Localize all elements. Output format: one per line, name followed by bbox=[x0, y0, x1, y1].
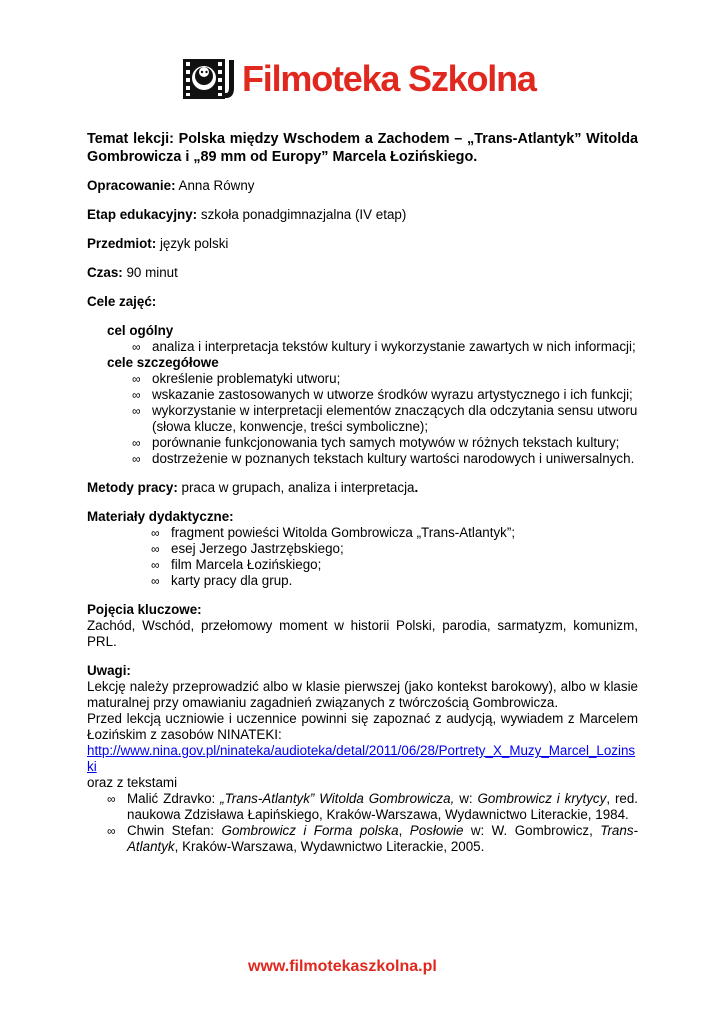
concepts-label: Pojęcia kluczowe: bbox=[87, 602, 202, 617]
time-value: 90 minut bbox=[126, 265, 178, 280]
brand-logo bbox=[182, 58, 536, 100]
materials-list bbox=[87, 525, 638, 589]
footer-url[interactable]: www.filmotekaszkolna.pl bbox=[248, 958, 437, 975]
general-goal-label: cel ogólny bbox=[107, 323, 174, 338]
subject-value: język polski bbox=[159, 236, 229, 251]
specific-goal-list bbox=[87, 371, 638, 467]
list-item: ∞ określenie problematyki utworu; bbox=[132, 371, 638, 387]
notes-paragraph-2: Przed lekcją uczniowie i uczennice powinni się zapoznać z audycją, wywiadem z Marcelem Łozińskim z zasobów NINATEKI: bbox=[87, 711, 638, 742]
lesson-content bbox=[87, 130, 638, 855]
author-label: Opracowanie: bbox=[87, 178, 176, 193]
lesson-title: Temat lekcji: Polska między Wschodem a Zachodem – „Trans-Atlantyk” Witolda Gombrowicza i „89 mm od Europy” Marcela Łozińskiego. bbox=[87, 131, 638, 165]
concepts-text: Zachód, Wschód, przełomowy moment w historii Polski, parodia, sarmatyzm, komunizm, PRL. bbox=[87, 618, 638, 649]
list-item: ∞ wykorzystanie w interpretacji elementów znaczących dla odczytania sensu utworu (słowa klucze, konwencje, treści symboliczne); bbox=[132, 403, 638, 435]
list-item: ∞ analiza i interpretacja tekstów kultury i wykorzystanie zawartych w nich informacji; bbox=[132, 339, 638, 355]
list-item: ∞ Malić Zdravko: „Trans-Atlantyk” Witolda Gombrowicza, w: Gombrowicz i krytycy, red. naukowa Zdzisława Łapińskiego, Kraków-Warszawa, Wydawnictwo Literackie, 1984. bbox=[107, 791, 638, 823]
specific-goal-label: cele szczegółowe bbox=[107, 355, 219, 370]
materials-label: Materiały dydaktyczne: bbox=[87, 509, 234, 524]
stage-field bbox=[87, 207, 638, 223]
list-item: ∞ fragment powieści Witolda Gombrowicza „Trans-Atlantyk”; bbox=[151, 525, 638, 541]
notes-paragraph-3: oraz z tekstami bbox=[87, 775, 178, 790]
subject-label: Przedmiot: bbox=[87, 236, 157, 251]
references-list bbox=[87, 791, 638, 855]
ninateka-link[interactable]: http://www.nina.gov.pl/ninateka/audioteka/detal/2011/06/28/Portrety_X_Muzy_Marcel_Lozinski bbox=[87, 743, 636, 774]
list-item: ∞ dostrzeżenie w poznanych tekstach kultury wartości narodowych i uniwersalnych. bbox=[132, 451, 638, 467]
methods-value: praca w grupach, analiza i interpretacja bbox=[181, 480, 415, 495]
author-field bbox=[87, 178, 638, 194]
time-field bbox=[87, 265, 638, 281]
author-value: Anna Równy bbox=[178, 178, 255, 193]
film-reel-face-icon bbox=[182, 58, 240, 100]
list-item: ∞ esej Jerzego Jastrzębskiego; bbox=[151, 541, 638, 557]
time-label: Czas: bbox=[87, 265, 123, 280]
stage-label: Etap edukacyjny: bbox=[87, 207, 198, 222]
list-item: ∞ film Marcela Łozińskiego; bbox=[151, 557, 638, 573]
brand-name: Filmoteka Szkolna bbox=[242, 58, 536, 99]
goals-heading: Cele zajęć: bbox=[87, 294, 157, 309]
notes-label: Uwagi: bbox=[87, 663, 131, 678]
notes-paragraph-1: Lekcję należy przeprowadzić albo w klasie pierwszej (jako kontekst barokowy), albo w klasie maturalnej przy omawianiu zagadnień związanych z twórczością Gombrowicza. bbox=[87, 679, 638, 710]
methods-label: Metody pracy: bbox=[87, 480, 178, 495]
list-item: ∞ porównanie funkcjonowania tych samych motywów w różnych tekstach kultury; bbox=[132, 435, 638, 451]
list-item: ∞ karty pracy dla grup. bbox=[151, 573, 638, 589]
methods-field: Metody pracy: praca w grupach, analiza i interpretacja. bbox=[87, 480, 419, 495]
list-item: ∞ wskazanie zastosowanych w utworze środków wyrazu artystycznego i ich funkcji; bbox=[132, 387, 638, 403]
list-item: ∞ Chwin Stefan: Gombrowicz i Forma polska, Posłowie w: W. Gombrowicz, Trans-Atlantyk, Kraków-Warszawa, Wydawnictwo Literackie, 2005. bbox=[107, 823, 638, 855]
subject-field bbox=[87, 236, 638, 252]
stage-value: szkoła ponadgimnazjalna (IV etap) bbox=[200, 207, 407, 222]
general-goal-list bbox=[87, 339, 638, 355]
